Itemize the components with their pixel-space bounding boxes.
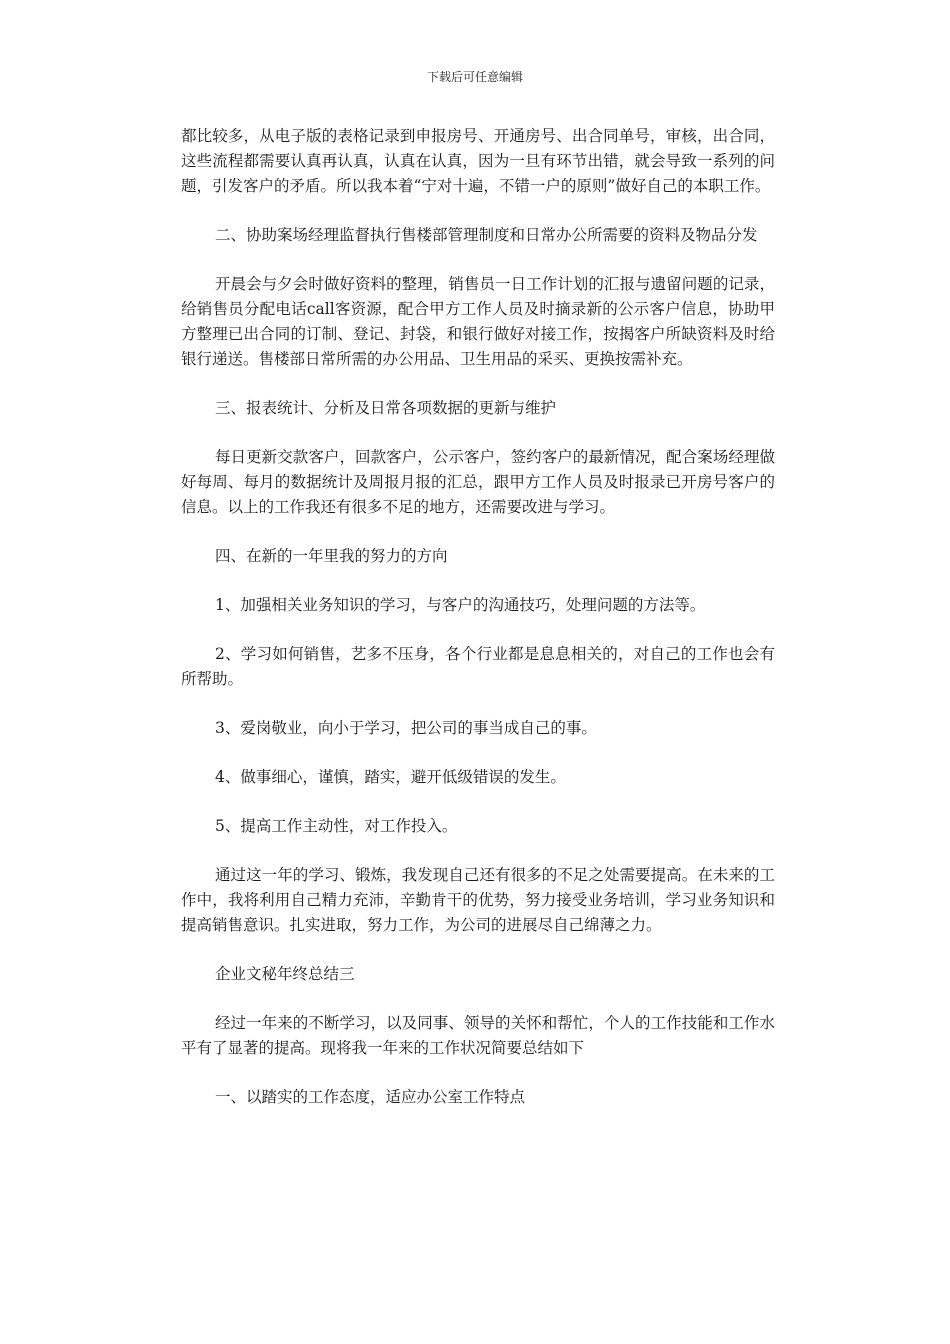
document-title: 企业文秘年终总结三	[215, 965, 355, 983]
paragraph-continuation: 都比较多，从电子版的表格记录到申报房号、开通房号、出合同单号，审核，出合同，这些流程都需要认真再认真，认真在认真，因为一旦有环节出错，就会导致一系列的问题，引发客户的矛盾。所以我本着“宁对十遍，不错一户的原则”做好自己的本职工作。	[181, 127, 775, 195]
list-item-1: 1、加强相关业务知识的学习，与客户的沟通技巧，处理问题的方法等。	[215, 596, 706, 614]
page-header-caption: 下载后可任意编辑	[426, 70, 523, 84]
paragraph: 开晨会与夕会时做好资料的整理，销售员一日工作计划的汇报与遗留问题的记录，给销售员分配电话call客资源，配合甲方工作人员及时摘录新的公示客户信息，协助甲方整理已出合同的订制、登记、封袋，和银行做好对接工作，按揭客户所缺资料及时给银行递送。售楼部日常所需的办公用品、卫生用品的采买、更换按需补充。	[181, 275, 775, 368]
list-item-5: 5、提高工作主动性，对工作投入。	[215, 817, 458, 835]
paragraph-intro: 经过一年来的不断学习，以及同事、领导的关怀和帮忙，个人的工作技能和工作水平有了显著的提高。现将我一年来的工作状况简要总结如下	[181, 1014, 775, 1057]
paragraph: 每日更新交款客户，回款客户，公示客户，签约客户的最新情况，配合案场经理做好每周、每月的数据统计及周报月报的汇总，跟甲方工作人员及时报录已开房号客户的信息。以上的工作我还有很多不足的地方，还需要改进与学习。	[181, 448, 775, 516]
document-body	[181, 124, 775, 1134]
paragraph-conclusion: 通过这一年的学习、锻炼，我发现自己还有很多的不足之处需要提高。在未来的工作中，我将利用自己精力充沛，辛勤肯干的优势，努力接受业务培训，学习业务知识和提高销售意识。扎实进取，努力工作，为公司的进展尽自己绵薄之力。	[181, 866, 775, 934]
section-heading-4: 四、在新的一年里我的努力的方向	[215, 547, 448, 565]
list-item-4: 4、做事细心，谨慎，踏实，避开低级错误的发生。	[215, 768, 566, 786]
list-item-2: 2、学习如何销售，艺多不压身，各个行业都是息息相关的，对自己的工作也会有所帮助。	[181, 645, 775, 688]
section-heading-3: 三、报表统计、分析及日常各项数据的更新与维护	[215, 399, 557, 417]
section-heading-2: 二、协助案场经理监督执行售楼部管理制度和日常办公所需要的资料及物品分发	[215, 226, 758, 244]
list-item-3: 3、爱岗敬业，向小于学习，把公司的事当成自己的事。	[215, 719, 597, 737]
section-heading-1: 一、以踏实的工作态度，适应办公室工作特点	[215, 1088, 526, 1106]
